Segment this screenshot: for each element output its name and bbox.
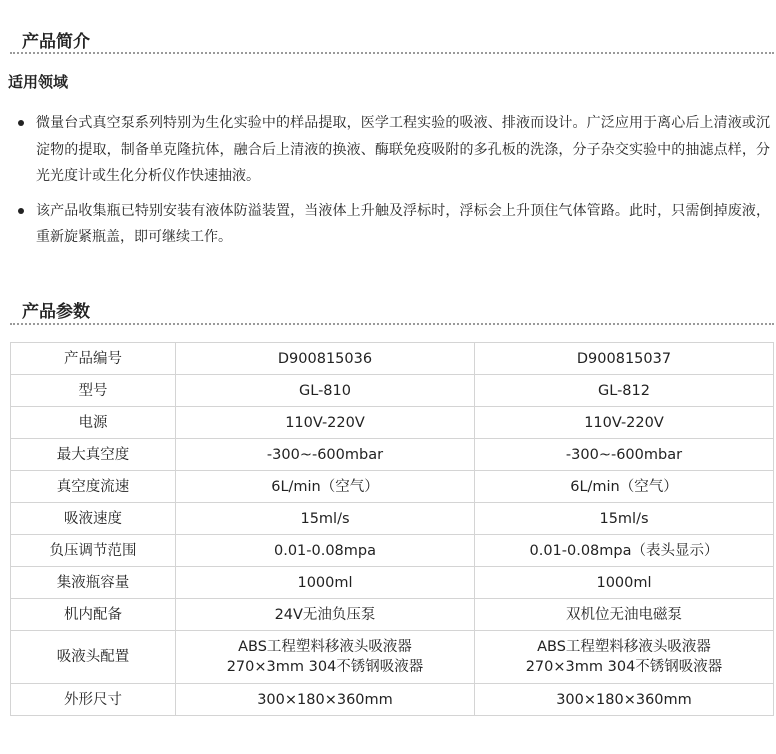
row-label: 型号 bbox=[11, 375, 176, 407]
cell-model-2: GL-812 bbox=[475, 375, 774, 407]
table-row bbox=[11, 599, 774, 631]
row-label: 机内配备 bbox=[11, 599, 176, 631]
cell-model-1: -300~-600mbar bbox=[176, 439, 475, 471]
cell-model-2: 15ml/s bbox=[475, 503, 774, 535]
cell-model-1: 1000ml bbox=[176, 567, 475, 599]
cell-line: 270×3mm 304不锈钢吸液器 bbox=[226, 659, 424, 675]
table-row bbox=[11, 471, 774, 503]
row-label: 真空度流速 bbox=[11, 471, 176, 503]
cell-model-1 bbox=[176, 631, 475, 684]
intro-section-title: 产品简介 bbox=[22, 32, 90, 52]
table-row bbox=[11, 439, 774, 471]
cell-model-1: 300×180×360mm bbox=[176, 684, 475, 716]
list-item bbox=[18, 110, 770, 190]
cell-model-1: 24V无油负压泵 bbox=[176, 599, 475, 631]
list-item bbox=[18, 198, 770, 251]
bullet-dot-icon bbox=[18, 120, 24, 126]
cell-model-2: 110V-220V bbox=[475, 407, 774, 439]
cell-model-2: 0.01-0.08mpa（表头显示） bbox=[475, 535, 774, 567]
cell-model-2: -300~-600mbar bbox=[475, 439, 774, 471]
cell-model-1: D900815036 bbox=[176, 343, 475, 375]
table-row bbox=[11, 343, 774, 375]
table-row bbox=[11, 684, 774, 716]
cell-model-2 bbox=[475, 631, 774, 684]
cell-model-1: 15ml/s bbox=[176, 503, 475, 535]
cell-model-2: D900815037 bbox=[475, 343, 774, 375]
table-row bbox=[11, 375, 774, 407]
cell-line: 270×3mm 304不锈钢吸液器 bbox=[525, 659, 723, 675]
bullet-text: 该产品收集瓶已特别安装有液体防溢装置，当液体上升触及浮标时，浮标会上升顶住气体管路。此时，只需倒掉废液，重新旋紧瓶盖，即可继续工作。 bbox=[36, 202, 770, 245]
cell-model-1: 110V-220V bbox=[176, 407, 475, 439]
row-label: 负压调节范围 bbox=[11, 535, 176, 567]
row-label: 产品编号 bbox=[11, 343, 176, 375]
table-row bbox=[11, 567, 774, 599]
bullet-dot-icon bbox=[18, 208, 24, 214]
cell-model-2: 6L/min（空气） bbox=[475, 471, 774, 503]
application-field-heading: 适用领域 bbox=[8, 73, 69, 91]
cell-model-1: 0.01-0.08mpa bbox=[176, 535, 475, 567]
cell-model-2: 300×180×360mm bbox=[475, 684, 774, 716]
intro-bullet-list bbox=[18, 110, 770, 259]
bullet-text: 微量台式真空泵系列特别为生化实验中的样品提取，医学工程实验的吸液、排液而设计。广泛应用于离心后上清液或沉淀物的提取，制备单克隆抗体，融合后上清液的换液、酶联免疫吸附的多孔板的洗涤，分子杂交实验中的抽滤点样，分光光度计或生化分析仪作快速抽液。 bbox=[36, 115, 770, 184]
cell-model-1: 6L/min（空气） bbox=[176, 471, 475, 503]
params-divider bbox=[10, 323, 774, 325]
params-table bbox=[10, 342, 774, 716]
row-label: 吸液头配置 bbox=[11, 631, 176, 684]
cell-model-2: 双机位无油电磁泵 bbox=[475, 599, 774, 631]
row-label: 吸液速度 bbox=[11, 503, 176, 535]
intro-divider bbox=[10, 52, 774, 54]
cell-model-1: GL-810 bbox=[176, 375, 475, 407]
table-row bbox=[11, 503, 774, 535]
row-label: 外形尺寸 bbox=[11, 684, 176, 716]
params-section-title: 产品参数 bbox=[22, 302, 90, 322]
table-row bbox=[11, 631, 774, 684]
table-row bbox=[11, 535, 774, 567]
cell-line: ABS工程塑料移液头吸液器 bbox=[238, 639, 412, 655]
row-label: 最大真空度 bbox=[11, 439, 176, 471]
row-label: 电源 bbox=[11, 407, 176, 439]
cell-line: ABS工程塑料移液头吸液器 bbox=[537, 639, 711, 655]
cell-model-2: 1000ml bbox=[475, 567, 774, 599]
row-label: 集液瓶容量 bbox=[11, 567, 176, 599]
table-row bbox=[11, 407, 774, 439]
